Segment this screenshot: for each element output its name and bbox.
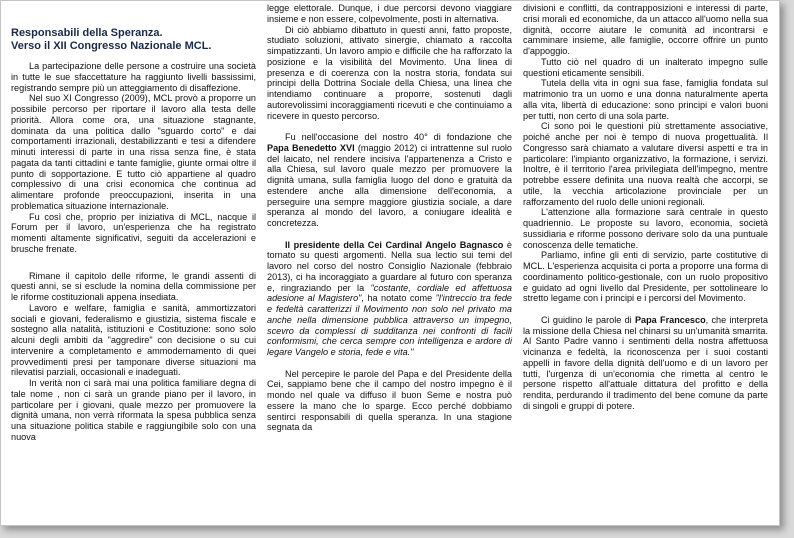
- text-run: Ci guidino le parole di: [541, 314, 635, 325]
- text-run: (maggio 2012) ci intrattenne sul ruolo del laicato, nel rendere incisiva l'appartenenza a Cristo e alla Chiesa, sul lavoro quale mezzo per promuovere la dignità umana, sulla famiglia luogo del dono e gratuità da estendere anche alla dimensione dell'economia, a perseguire una sempre maggiore giustizia sociale, a dare speranza al mondo del lavoro, a coniugare idealità e concretezza.: [267, 142, 512, 228]
- text-run: , che interpreta la missione della Chiesa nel chinarsi su un'umanità smarrita. Al Santo Padre vanno i sentimenti della nostra affettuosa vicinanza e fedeltà, la riconoscenza per i suoi costanti appelli in favore della dignità dell'uomo e di un lavoro per tutti, l'urgenza di un'economia che rimetta al centro le persone rispetto all'attuale dittatura del profitto e della rendita, perdurando il tradimento del bene comune da parte di singoli e gruppi di potere.: [523, 314, 768, 411]
- paragraph: [267, 240, 512, 358]
- paragraph: [523, 315, 768, 412]
- italic-run: "costante, cordiale ed affettuosa adesione al Magistero": [267, 282, 513, 304]
- paragraph: legge elettorale. Dunque, i due percorsi devono viaggiare insieme e non essere, colpevolmente, posti in alternativa.: [267, 3, 512, 24]
- paragraph: Tutela della vita in ogni sua fase, famiglia fondata sul matrimonio tra un uomo e una donna naturalmente aperta alla vita, libertà di educazione: sono principi e valori buoni per tutti, non certo di una sola parte.: [523, 78, 768, 121]
- bold-run: Il presidente della Cei Cardinal Angelo Bagnasco: [285, 239, 504, 250]
- paragraph: L'attenzione alla formazione sarà centrale in questo quadriennio. Le proposte su lavoro, economia, società sussidiaria e riforme possono derivare solo da una puntuale conoscenza delle tematiche.: [523, 207, 768, 250]
- italic-run: "l'intreccio tra fede e fedeltà caratterizzi il Movimento non solo nel privato ma anche nella dimensione pubblica attraverso un impegno, scevro da complessi di sudditanza nei confronti di facili conformismi, che cerca sempre con intelligenza e ardore di legare Vangelo e storia, fede e vita.": [267, 293, 512, 357]
- text-run: Fu nell'occasione del nostro 40° di fondazione che: [285, 132, 512, 142]
- paragraph: Rimane il capitolo delle riforme, le grandi assenti di questi anni, se si esclude la nomina della commissione per le riforme costituzionali appena insediata.: [11, 270, 256, 302]
- paragraph: Di ciò abbiamo dibattuto in questi anni, fatto proposte, studiato soluzioni, attivato sinergie, chiamato a raccolta simpatizzanti. Un lavoro ampio e difficile che ha rafforzato la posizione e la visibilità del Movimento. Una linea di presenza e di coerenza con la nostra storia, fondata sui principi della Dottrina Sociale della Chiesa, una linea che intendiamo continuare a proporre, sostenuti dagli autorevolissimi incoraggiamenti ricevuti e che continuiamo a ricevere in questo percorso.: [267, 24, 512, 121]
- column-3: [523, 3, 768, 412]
- paragraph: Nel percepire le parole del Papa e del Presidente della Cei, sappiamo bene che il campo del nostro impegno è il mondo nel quale va diffuso il buon Seme e nostra può essere la mano che lo sparge. Ecco perché dobbiamo sentirci responsabili di quella speranza. In una stagione segnata da: [267, 368, 512, 433]
- article-title-line-1: Responsabili della Speranza.: [11, 27, 163, 39]
- paragraph: Tutto ciò nel quadro di un inalterato impegno sulle questioni eticamente sensibili.: [523, 56, 768, 78]
- bold-run: Papa Francesco: [634, 314, 706, 325]
- paragraph: Parliamo, infine gli enti di servizio, parte costitutive di MCL. L'esperienza acquisita ci porta a proporre una forma di coordinamento politico-gestionale, con un ruolo propositivo e guidato ad ogni livello dal Presidente, per sottolineare lo stretto legame con i principi e i percorsi del Movimento.: [523, 250, 768, 304]
- article-title-line-2: Verso il XII Congresso Nazionale MCL.: [11, 40, 212, 52]
- paragraph: divisioni e conflitti, da contrapposizioni e interessi di parte, crisi morali ed economiche, da un attacco all'uomo nella sua dignità, occorre aiutare le comunità ad incontrarsi e camminare insieme, alle famiglie, occorre offrire un punto d'appoggio.: [523, 3, 768, 56]
- paragraph: [267, 132, 512, 229]
- paragraph: Nel suo XI Congresso (2009), MCL provò a proporre un possibile percorso per riportare il lavoro alla testa delle priorità. Allora come ora, una situazione stagnante, dominata da una politica dallo "sguardo corto" e dai comportamenti irrazionali, destabilizzanti e tesi a difendere minuti interessi di parte in una rissa senza fine, è stata pagata da tanti cittadini e tante famiglie, giunte ormai oltre il punto di sopportazione. E tutto ciò appartiene al quadro complessivo di una crisi economica che continua ad alimentare profonde preoccupazioni, inserita in una problematica situazione internazionale.: [11, 93, 256, 211]
- text-run: , ha notato come: [361, 293, 436, 304]
- bold-run: Papa Benedetto XVI: [267, 142, 355, 153]
- paragraph: In verità non ci sarà mai una politica familiare degna di tale nome , non ci sarà un grande piano per il lavoro, in particolare per i giovani, quale mezzo per promuovere la dignità umana, non verrà riformata la spesa pubblica senza una situazione politica stabile e raggiungibile solo con una nuova: [11, 378, 256, 442]
- paragraph: Fu così che, proprio per iniziativa di MCL, nacque il Forum per il lavoro, un'esperienza che ha registrato momenti altamente significativi, seguiti da accelerazioni e brusche frenate.: [11, 211, 256, 254]
- text-run: è tornato su questi argomenti. Nella sua lectio sui temi del lavoro nel corso del nostro Consiglio Nazionale (febbraio 2013), ci ha incoraggiato a guardare al futuro con speranza e, ringraziando per la: [267, 239, 512, 293]
- column-2: [267, 3, 512, 433]
- article-title: [11, 27, 256, 53]
- paragraph: Lavoro e welfare, famiglia e sanità, ammortizzatori sociali e giovani, federalismo e giustizia, sistema fiscale e sostegno alla natalità, istituzioni e Costituzione: sono solo alcuni degli ambiti da "aggredire" con decisione o su cui intervenire a completamento e ammodernamento di quei provvedimenti presi per tamponare diverse situazioni ma rilevatisi parziali, occasionali e inadeguati.: [11, 302, 256, 378]
- column-1: [11, 27, 256, 443]
- paragraph: La partecipazione delle persone a costruire una società in tutte le sue sfaccettature ha raggiunto livelli bassissimi, registrando sempre più un atteggiamento di disaffezione.: [11, 61, 256, 93]
- paragraph: Ci sono poi le questioni più strettamente associative, poiché anche per noi è tempo di nuova progettualità. Il Congresso sarà chiamato a valutare diversi aspetti e tra in particolare: l'impianto organizzativo, la formazione, i servizi. Inoltre, è il territorio l'area privilegiata dell'impegno, mentre potrebbe essere definita una nuova realtà che accorpi, se utile, la vecchia articolazione provinciale per un rafforzamento del ruolo delle unioni regionali.: [523, 121, 768, 207]
